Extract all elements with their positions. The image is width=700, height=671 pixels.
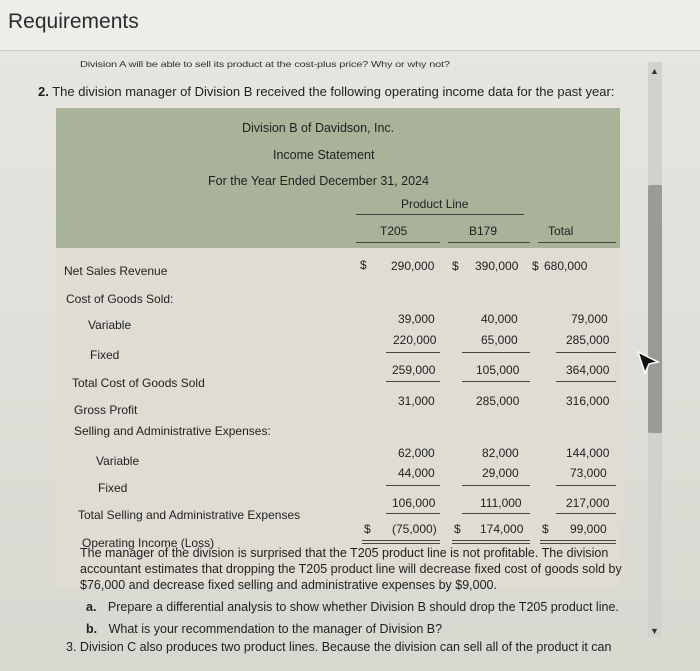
subtotal-rule (462, 485, 530, 486)
col-total: Total (548, 224, 574, 238)
row-label-total-cogs: Total Cost of Goods Sold (72, 376, 205, 390)
row-label-total-sga: Total Selling and Administrative Expenses (78, 508, 301, 522)
question-2-number: 2. (38, 84, 49, 99)
dollar-sign: $ (452, 259, 459, 273)
question-3 (66, 640, 611, 654)
subtotal-rule (556, 485, 616, 486)
sga-fixed-t205: 44,000 (398, 466, 435, 480)
subtotal-rule (462, 381, 530, 382)
product-line-rule (356, 214, 524, 215)
net-sales-b179: 390,000 (475, 259, 519, 273)
operating-income-total: 99,000 (570, 522, 607, 536)
dollar-sign: $ (542, 522, 549, 536)
question-3-text: Division C also produces two product lines. Because the division can sell all of the product it can (79, 640, 612, 654)
paragraph-line: accountant estimates that dropping the T205 product line will decrease fixed cost of goods sold by (80, 562, 622, 576)
net-sales-total: 680,000 (544, 259, 588, 273)
operating-income-t205: (75,000) (392, 522, 437, 536)
col-rule (448, 242, 530, 243)
sub-question-a-text: Prepare a differential analysis to show whether Division B should drop the T205 product line. (107, 600, 619, 614)
sub-question-b-letter: b. (86, 622, 98, 636)
sga-variable-b179: 82,000 (482, 446, 519, 460)
total-sga-b179: 111,000 (480, 496, 522, 510)
subtotal-rule (556, 352, 616, 353)
income-statement (56, 108, 620, 586)
sub-question-b-text: What is your recommendation to the manager of Division B? (108, 622, 443, 636)
row-label-cogs-variable: Variable (88, 318, 132, 332)
question-2-text: The division manager of Division B received the following operating income data for the past year: (52, 84, 615, 99)
total-cogs-total: 364,000 (566, 363, 610, 377)
cogs-variable-total: 79,000 (571, 312, 608, 326)
mouse-cursor-icon (636, 350, 662, 376)
dollar-sign: $ (454, 522, 461, 536)
subtotal-rule (386, 513, 440, 514)
paragraph-line: $76,000 and decrease fixed selling and administrative expenses by $9,000. (80, 578, 497, 592)
statement-name: Income Statement (273, 148, 375, 162)
row-label-operating-income: Operating Income (Loss) (82, 536, 215, 550)
gross-profit-total: 316,000 (566, 394, 610, 408)
cogs-fixed-t205: 220,000 (393, 333, 437, 347)
sub-question-b (86, 622, 442, 636)
subtotal-rule (462, 513, 530, 514)
dollar-sign: $ (532, 259, 539, 273)
product-line-header: Product Line (401, 197, 469, 211)
statement-company: Division B of Davidson, Inc. (242, 121, 395, 135)
gross-profit-t205: 31,000 (398, 394, 435, 408)
subtotal-rule (556, 381, 616, 382)
total-cogs-b179: 105,000 (476, 363, 520, 377)
cogs-fixed-b179: 65,000 (481, 333, 518, 347)
subtotal-rule (386, 381, 440, 382)
dollar-sign: $ (360, 258, 367, 272)
row-label-net-sales: Net Sales Revenue (64, 264, 168, 278)
partial-question-text: Division A will be able to sell its product at the cost-plus price? Why or why not? (80, 60, 450, 69)
col-rule (538, 242, 616, 243)
col-b179: B179 (469, 224, 498, 238)
dialog-title: Requirements (8, 10, 139, 33)
row-label-sga: Selling and Administrative Expenses: (74, 424, 271, 438)
sga-variable-total: 144,000 (566, 446, 610, 460)
sga-variable-t205: 62,000 (398, 446, 435, 460)
subtotal-rule (556, 513, 616, 514)
row-label-gross-profit: Gross Profit (74, 403, 138, 417)
scrollbar-thumb[interactable] (648, 185, 662, 433)
sga-fixed-b179: 29,000 (482, 466, 519, 480)
sub-question-a (86, 600, 619, 614)
col-rule (356, 242, 440, 243)
row-label-cogs-fixed: Fixed (90, 348, 120, 362)
scroll-up-icon[interactable]: ▲ (650, 66, 659, 76)
requirements-content (20, 52, 648, 671)
row-label-cogs: Cost of Goods Sold: (66, 292, 174, 306)
subtotal-rule (386, 485, 440, 486)
dialog-header (0, 0, 700, 51)
total-double-rule (362, 540, 440, 544)
dollar-sign: $ (364, 522, 371, 536)
sga-fixed-total: 73,000 (570, 466, 607, 480)
cogs-fixed-total: 285,000 (566, 333, 610, 347)
cogs-variable-t205: 39,000 (398, 312, 435, 326)
total-double-rule (452, 540, 530, 544)
row-label-sga-fixed: Fixed (98, 481, 128, 495)
total-cogs-t205: 259,000 (392, 363, 436, 377)
sub-question-a-letter: a. (86, 600, 97, 614)
cogs-variable-b179: 40,000 (481, 312, 518, 326)
gross-profit-b179: 285,000 (476, 394, 520, 408)
scroll-down-icon[interactable]: ▼ (650, 626, 659, 636)
row-label-sga-variable: Variable (96, 454, 140, 468)
paragraph-line: The manager of the division is surprised that the T205 product line is not profitable. The division (80, 546, 609, 560)
net-sales-t205: 290,000 (391, 259, 435, 273)
total-sga-total: 217,000 (566, 496, 610, 510)
subtotal-rule (386, 352, 440, 353)
subtotal-rule (462, 352, 530, 353)
question-3-number: 3. (66, 640, 77, 654)
question-2 (38, 84, 614, 99)
col-t205: T205 (380, 224, 408, 238)
total-sga-t205: 106,000 (392, 496, 436, 510)
operating-income-b179: 174,000 (480, 522, 524, 536)
statement-period: For the Year Ended December 31, 2024 (208, 174, 429, 188)
total-double-rule (540, 540, 616, 544)
